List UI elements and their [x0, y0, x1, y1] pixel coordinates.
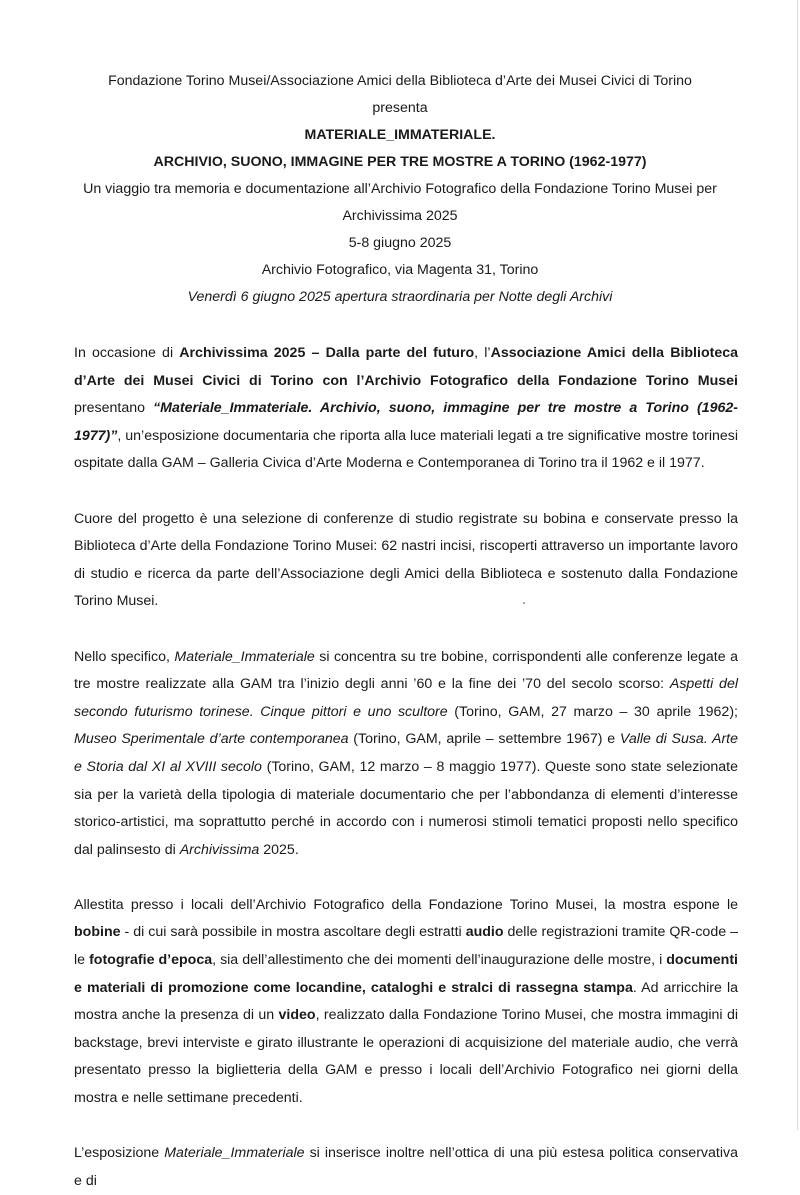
p1-bold-1: Archivissima 2025 – Dalla parte del futuro — [179, 345, 475, 361]
event-venue: Archivio Fotografico, via Magenta 31, Torino — [261, 262, 539, 278]
p4-text-1: Allestita presso i locali dell’Archivio Fotografico della Fondazione Torino Musei, la mostra espone le — [74, 896, 738, 913]
p3-italic-2: Aspetti del secondo futurismo torinese. Cinque pittori e uno scultore — [74, 676, 738, 720]
p4-text-2: - di cui sarà possibile in mostra ascoltare degli estratti — [120, 924, 466, 941]
p3-text-2: si concentra su tre bobine, corrispondenti alle conferenze legate a tre mostre realizzate alla GAM tra l’inizio degli anni ’60 e la fine dei ’70 del secolo scorso: — [74, 648, 738, 693]
exhibition-title: MATERIALE_IMMATERIALE. — [304, 127, 496, 143]
document-body — [74, 340, 738, 1195]
p3-italic-1: Materiale_Immateriale — [174, 648, 315, 665]
document-header — [40, 68, 760, 311]
p4-bold-5: video — [278, 1007, 316, 1024]
paragraph-setup — [74, 892, 738, 1113]
exhibition-subtitle: ARCHIVIO, SUONO, IMMAGINE PER TRE MOSTRE A TORINO (1962-1977) — [153, 154, 647, 170]
p4-text-5: . Ad arricchire la mostra anche la presenza di un — [74, 979, 738, 1024]
scan-speck — [523, 602, 525, 604]
p2-text-1: Cuore del progetto è una selezione di conferenze di studio registrate su bobina e conservate presso la Biblioteca d’Arte della Fondazione Torino Musei: 62 nastri incisi, riscoperti attraverso un importante lavoro di studio e ricerca da parte dell’Associazione degli Amici della Biblioteca e sostenuto dalla Fondazione Torino Musei. — [74, 510, 738, 610]
p1-text-3: presentano — [74, 400, 154, 417]
p4-text-4: , sia dell’allestimento che dei momenti dell’inaugurazione delle mostre, i — [212, 952, 667, 969]
p4-text-3: delle registrazioni tramite QR-code – le — [74, 924, 738, 969]
p1-bold-2: Associazione Amici della Biblioteca d’Arte dei Musei Civici di Torino con l’Archivio Fotografico della Fondazione Torino Musei — [74, 345, 738, 389]
p1-text-1: In occasione di — [74, 345, 180, 361]
event-dates: 5-8 giugno 2025 — [348, 235, 452, 251]
p5-text-2: si inserisce inoltre nell’ottica di una più estesa politica conservativa e di — [74, 1145, 738, 1189]
p3-text-5: (Torino, GAM, 12 marzo – 8 maggio 1977). Queste sono state selezionate sia per la varietà della tipologia di materiale documentario che per l’abbondanza di elementi d’interesse storico-artistici, ma soprattutto perché in accordo con i numerosi stimoli tematici proposti nello specifico dal palinsesto di — [74, 758, 738, 858]
organizers-line: Fondazione Torino Musei/Associazione Amici della Biblioteca d’Arte dei Musei Civici di Torino — [108, 73, 692, 89]
paragraph-specifics — [74, 644, 738, 865]
p4-bold-1: bobine — [74, 924, 121, 941]
scan-edge-line — [797, 0, 798, 1130]
p5-italic-1: Materiale_Immateriale — [164, 1145, 305, 1162]
p1-bold-italic-title: “Materiale_Immateriale. Archivio, suono, immagine per tre mostre a Torino (1962-1977)” — [74, 400, 739, 444]
p3-text-3: (Torino, GAM, 27 marzo – 30 aprile 1962); — [447, 703, 738, 720]
p4-bold-3: fotografie d’epoca — [89, 952, 213, 969]
special-opening-note: Venerdì 6 giugno 2025 apertura straordinaria per Notte degli Archivi — [187, 289, 613, 305]
p4-text-6: , realizzato dalla Fondazione Torino Musei, che mostra immagini di backstage, brevi interviste e girato illustrante le operazioni di acquisizione del materiale audio, che verrà presentato presso la biglietteria della GAM e presso i locali dell’Archivio Fotografico nei giorni della mostra e nelle settimane precedenti. — [74, 1007, 738, 1107]
p3-italic-4: Valle di Susa. Arte e Storia dal XI al XVIII secolo — [74, 731, 738, 775]
p3-text-4: (Torino, GAM, aprile – settembre 1967) e — [348, 731, 620, 748]
p3-italic-5: Archivissima — [179, 841, 260, 858]
tagline-line-2: Archivissima 2025 — [342, 208, 458, 224]
p3-italic-3: Museo Sperimentale d’arte contemporanea — [74, 731, 349, 748]
p1-text-4: , un’esposizione documentaria che riporta alla luce materiali legati a tre significative mostre torinesi ospitate dalla GAM – Galleria Civica d’Arte Moderna e Contemporanea di Torino tra il 1962 e il 1977. — [74, 427, 739, 472]
presents-line: presenta — [372, 100, 428, 116]
paragraph-project-core — [74, 506, 738, 616]
paragraph-intro — [74, 340, 738, 478]
p4-bold-4: documenti e materiali di promozione come locandine, cataloghi e stralci di rassegna stampa — [74, 952, 738, 996]
p4-bold-2: audio — [465, 924, 504, 941]
p5-text-1: L’esposizione — [74, 1145, 165, 1162]
p3-text-6: 2025. — [259, 841, 299, 858]
paragraph-context — [74, 1140, 738, 1195]
tagline-line-1: Un viaggio tra memoria e documentazione all’Archivio Fotografico della Fondazione Torino Musei per — [83, 181, 717, 197]
p3-text-1: Nello specifico, — [74, 648, 175, 665]
p1-text-2: , l’ — [474, 345, 491, 361]
